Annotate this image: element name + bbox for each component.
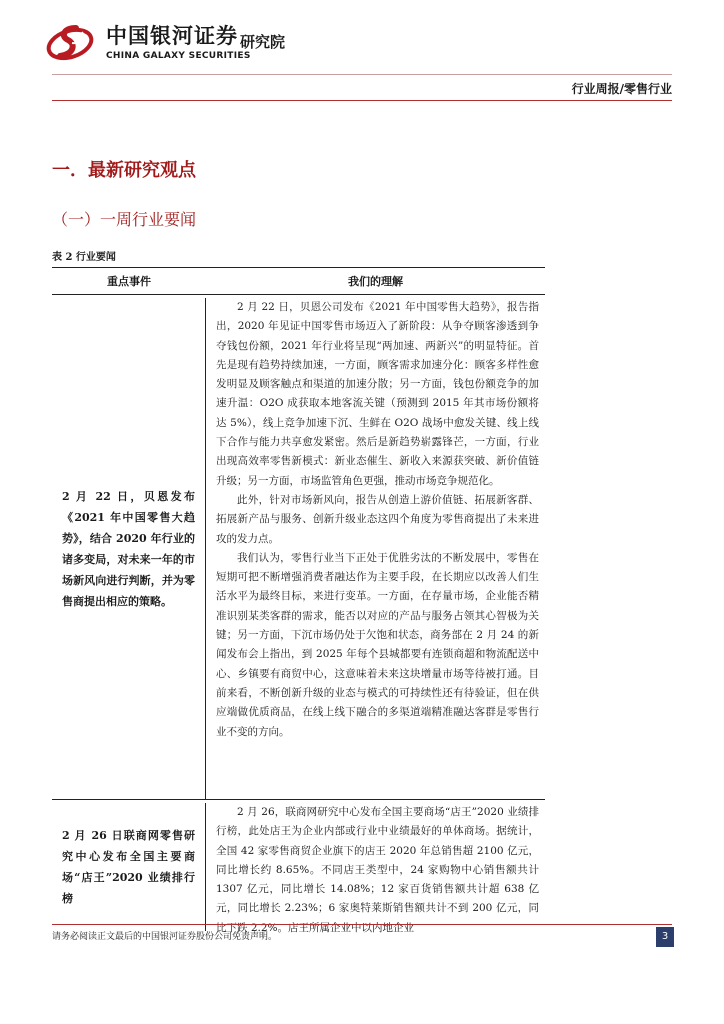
understanding-cell (206, 803, 545, 934)
table-row (52, 295, 545, 800)
event-cell (52, 803, 206, 931)
header-divider (52, 74, 672, 75)
industry-news-table (52, 267, 545, 934)
paragraph: 2 月 26，联商网研究中心发布全国主要商场“店王”2020 业绩排行榜，此处店王为企业内部或行业中业绩最好的单体商场。据统计，全国 42 家零售商贸企业旗下的店王 2020 年总销售超 2100 亿元，同比增长约 8.65%。不同店王类型中，24 家购物中心销售额共计 1307 亿元，同比增长 14.08%；12 家百货销售额共计超 638 亿元，同比增长 2.23%；6 家奥特莱斯销售额共计不到 200 亿元，同比下跌 2.2%。店王所属企业中以内地企业 (216, 806, 539, 934)
subsection-title: （一）一周行业要闻 (52, 210, 197, 229)
paragraph: 2 月 22 日，贝恩公司发布《2021 年中国零售大趋势》，报告指出，2020 年见证中国零售市场迈入了新阶段：从争夺顾客渗透到争夺钱包份额，2021 年行业将呈现“两加速、两新兴”的明显特征。首先是现有趋势持续加速，一方面，顾客需求加速分化：顾客多样性愈发明显及顾客触点和渠道的加速分散；另一方面，钱包份额竞争的加速升温：O2O 成获取本地客流关键（预测到 2015 年其市场份额将达 5%），线上竞争加速下沉、生鲜在 O2O 战场中愈发关键、线上线下合作与能力共享愈发紧密。然后是新趋势崭露锋芒，一方面，行业出现高效率零售新模式：新业态催生、新收入来源获突破、新价值链升级；另一方面，市场监管角色更强，推动市场竞争规范化。 (216, 301, 539, 487)
event-text: 2 月 22 日，贝恩发布《2021 年中国零售大趋势》，结合 2020 年行业的诸多变局，对未来一年的市场新风向进行判断，并为零售商提出相应的策略。 (62, 489, 195, 608)
brand-name-en: CHINA GALAXY SECURITIES (106, 51, 251, 61)
table-header-event: 重点事件 (107, 275, 151, 288)
understanding-cell (206, 298, 545, 799)
brand-block (106, 24, 251, 62)
footer-divider (52, 924, 672, 925)
table-caption: 表 2 行业要闻 (52, 252, 116, 263)
category-divider (52, 100, 672, 101)
report-category: 行业周报/零售行业 (571, 82, 672, 96)
event-text: 2 月 26 日联商网零售研究中心发布全国主要商场“店王”2020 业绩排行榜 (62, 829, 195, 905)
galaxy-swirl-logo-icon (46, 22, 96, 62)
page-number: 3 (656, 927, 674, 947)
brand-name-cn: 中国银河证券 (106, 24, 238, 48)
paragraph: 我们认为，零售行业当下正处于优胜劣汰的不断发展中，零售在短期可把不断增强消费者融达作为主要手段，在长期应以改善人们生活水平为最终目标，来进行变革。一方面，在存量市场，企业能否精准识别某类客群的需求，能否以对应的产品与服务占领其心智极为关键；另一方面，下沉市场仍处于欠饱和状态，商务部在 2 月 24 的新闻发布会上指出，到 2025 年每个县城都要有连锁商超和物流配送中心、乡镇要有商贸中心，这意味着未来这块增量市场等待被打通。目前来看，不断创新升级的业态与模式的可持续性还有待验证，但在供应端做优质商品，在线上线下融合的多渠道端精准融达客群是零售行业不变的方向。 (216, 551, 539, 738)
institute-label: 研究院 (240, 33, 286, 51)
event-cell (52, 298, 206, 799)
table-header-understanding: 我们的理解 (348, 275, 403, 288)
table-row (52, 800, 545, 934)
paragraph: 此外，针对市场新风向，报告从创造上游价值链、拓展新客群、拓展新产品与服务、创新升级业态这四个角度为零售商提出了未来进攻的发力点。 (216, 493, 539, 545)
footer-disclaimer: 请务必阅读正文最后的中国银河证券股份公司免责声明。 (52, 932, 278, 942)
table-header-row (52, 267, 545, 295)
section-title: 一．最新研究观点 (52, 160, 196, 181)
